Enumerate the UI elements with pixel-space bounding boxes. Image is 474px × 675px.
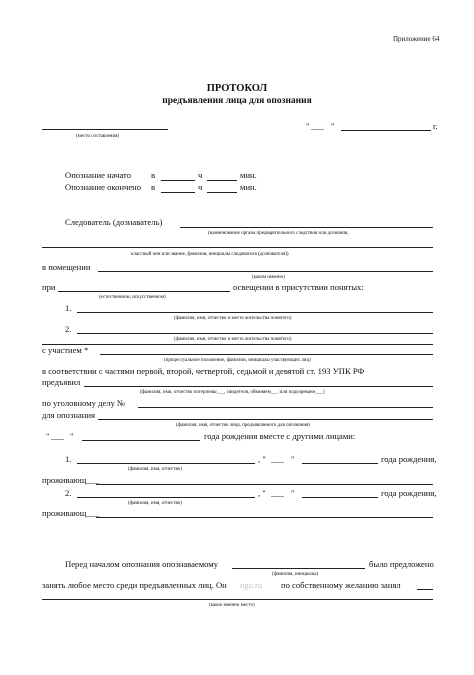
- end-min-line[interactable]: [207, 192, 237, 193]
- date-month-line[interactable]: [341, 130, 431, 131]
- witness-1-line[interactable]: [77, 312, 433, 313]
- start-label: Опознание начато: [65, 170, 131, 180]
- purpose-hint: (фамилия, имя, отчество лица, предъявляемого для опознания): [176, 423, 310, 428]
- other-2-quote-close: ": [291, 488, 295, 498]
- presented-hint: (фамилия, имя, отчество потерпевш___, свидетеля, обвиняем___ или подозреваем___): [140, 390, 325, 395]
- end-at: в: [151, 182, 156, 192]
- witness-extra-line[interactable]: [42, 344, 433, 345]
- witness-1-hint: (фамилия, имя, отчество и место жительства понятого): [174, 316, 292, 321]
- room-line[interactable]: [98, 271, 433, 272]
- other-2-residing-label: проживающ___: [42, 508, 100, 518]
- lighting-line[interactable]: [58, 291, 230, 292]
- purpose-line[interactable]: [98, 419, 433, 420]
- birth-quote-open: ": [46, 431, 50, 441]
- other-2-month-line[interactable]: [302, 497, 378, 498]
- offered-text: было предложено: [369, 559, 434, 569]
- other-1-birth-text: года рождения,: [381, 454, 437, 464]
- investigator-hint-2: классный чин или звание, фамилия, инициалы следователя (дознавателя)): [131, 252, 289, 257]
- investigator-hint-1: (наименование органа предварительного следствия или дознания,: [208, 231, 349, 236]
- end-hour-line[interactable]: [161, 192, 195, 193]
- presented-label: предъявил: [42, 377, 81, 387]
- presented-line[interactable]: [84, 386, 433, 387]
- other-1-quote-close: ": [291, 454, 295, 464]
- start-hour-label: ч: [198, 170, 203, 180]
- appendix-label: Приложение 64: [393, 35, 440, 43]
- other-2-comma-quote: , ": [258, 488, 266, 498]
- start-hour-line[interactable]: [161, 180, 195, 181]
- case-label: по уголовному делу №: [42, 398, 126, 408]
- participants-hint: (процессуальное положение, фамилии, инициалы участвующих лиц): [164, 358, 311, 363]
- other-1-month-line[interactable]: [302, 463, 378, 464]
- document-title: ПРОТОКОЛ: [206, 83, 268, 94]
- lighting-middle: освещении в присутствии понятых:: [233, 282, 364, 292]
- place-taken-short-line[interactable]: [417, 589, 433, 590]
- watermark-text: ngo.ru: [240, 580, 263, 590]
- date-day[interactable]: ___: [311, 121, 324, 131]
- room-label: в помещении: [42, 262, 91, 272]
- year-suffix: г.: [433, 121, 438, 131]
- investigator-line-2[interactable]: [42, 247, 433, 248]
- date-quote-open: ": [306, 121, 310, 131]
- other-2-number: 2.: [65, 488, 72, 498]
- before-name-hint: (фамилия, инициалы): [272, 572, 319, 577]
- other-2-day[interactable]: ___: [271, 488, 284, 498]
- line2-end: по собственному желанию занял: [281, 580, 401, 590]
- birth-text: года рождения вместе с другими лицами:: [204, 431, 356, 441]
- investigator-line-1[interactable]: [180, 227, 433, 228]
- case-line[interactable]: [138, 407, 433, 408]
- other-1-comma-quote: , ": [258, 454, 266, 464]
- other-1-name-hint: (фамилия, имя, отчество): [128, 467, 182, 472]
- witness-2-hint: (фамилия, имя, отчество и место жительства понятого): [174, 337, 292, 342]
- start-at: в: [151, 170, 156, 180]
- other-2-name-hint: (фамилия, имя, отчество): [128, 501, 182, 506]
- place-taken-hint: (какое именно место): [209, 603, 255, 608]
- purpose-label: для опознания: [42, 410, 95, 420]
- participants-line[interactable]: [100, 354, 433, 355]
- line2-start: занять любое место среди предъявленных лиц. Он: [42, 580, 227, 590]
- participants-label: с участием *: [42, 345, 89, 355]
- birth-month-line[interactable]: [82, 440, 200, 441]
- date-quote-close: ": [331, 121, 335, 131]
- room-hint: (каком именно): [252, 275, 285, 280]
- birth-day[interactable]: ___: [51, 431, 64, 441]
- document-subtitle: предъявления лица для опознания: [162, 96, 312, 106]
- witness-1-number: 1.: [65, 303, 72, 313]
- witness-2-line[interactable]: [77, 333, 433, 334]
- investigator-label: Следователь (дознаватель): [65, 217, 163, 227]
- other-1-residing-label: проживающ___: [42, 475, 100, 485]
- place-line[interactable]: [42, 129, 168, 130]
- other-1-name-line[interactable]: [77, 463, 255, 464]
- lighting-label: при: [42, 282, 56, 292]
- start-min-label: мин.: [240, 170, 257, 180]
- end-min-label: мин.: [240, 182, 257, 192]
- birth-quote-close: ": [70, 431, 74, 441]
- before-name-line[interactable]: [232, 568, 365, 569]
- other-2-residing-line[interactable]: [96, 517, 433, 518]
- place-hint: (место составления): [76, 134, 120, 139]
- other-1-day[interactable]: ___: [271, 454, 284, 464]
- place-taken-line[interactable]: [42, 599, 433, 600]
- other-1-number: 1.: [65, 454, 72, 464]
- other-2-birth-text: года рождения,: [381, 488, 437, 498]
- end-label: Опознание окончено: [65, 182, 142, 192]
- other-1-residing-line[interactable]: [96, 484, 433, 485]
- before-label: Перед началом опознания опознаваемому: [65, 559, 219, 569]
- start-min-line[interactable]: [207, 180, 237, 181]
- end-hour-label: ч: [198, 182, 203, 192]
- lighting-hint: (естественном, искусственном): [99, 295, 166, 300]
- other-2-name-line[interactable]: [77, 497, 255, 498]
- legal-basis-text: в соответствии с частями первой, второй, четвертой, седьмой и девятой ст. 193 УПК РФ: [42, 366, 365, 376]
- witness-2-number: 2.: [65, 324, 72, 334]
